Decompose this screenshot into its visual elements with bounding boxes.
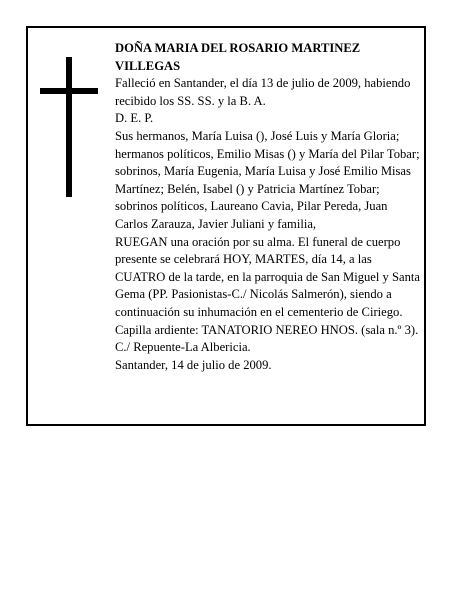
death-announcement: Falleció en Santander, el día 13 de julio de 2009, habiendo recibido los SS. SS. y la B. A. <box>115 76 411 108</box>
rest-in-peace: D. E. P. <box>115 111 154 126</box>
cross-horizontal-bar <box>40 88 98 94</box>
cross-icon <box>40 57 98 197</box>
family-list: Sus hermanos, María Luisa (), José Luis y María Gloria; hermanos políticos, Emilio Misas () y María del Pilar Tobar; sobrinos, María Eugenia, María Luisa y José Emilio Misas Martínez; Belén, Isabel () y Patricia Martínez Tobar; sobrinos políticos, Laureano Cavia, Pilar Pereda, Juan Carlos Zarauza, Javier Juliani y familia, <box>115 128 420 231</box>
obituary-text <box>115 40 420 374</box>
funeral-request: RUEGAN una oración por su alma. El funeral de cuerpo presente se celebrará HOY, MARTES, día 14, a las CUATRO de la tarde, en la parroquia de San Miguel y Santa Gema (PP. Pasionistas-C./ Nicolás Salmerón), siendo a continuación su inhumación en el cementerio de Ciriego. Capilla ardiente: TANATORIO NEREO HNOS. (sala n.º 3). C./ Repuente-La Albericia. <box>115 234 420 355</box>
deceased-name: DOÑA MARIA DEL ROSARIO MARTINEZ VILLEGAS <box>115 41 361 73</box>
cross-vertical-bar <box>66 57 72 197</box>
place-date: Santander, 14 de julio de 2009. <box>115 357 272 372</box>
obituary-notice <box>26 26 426 426</box>
